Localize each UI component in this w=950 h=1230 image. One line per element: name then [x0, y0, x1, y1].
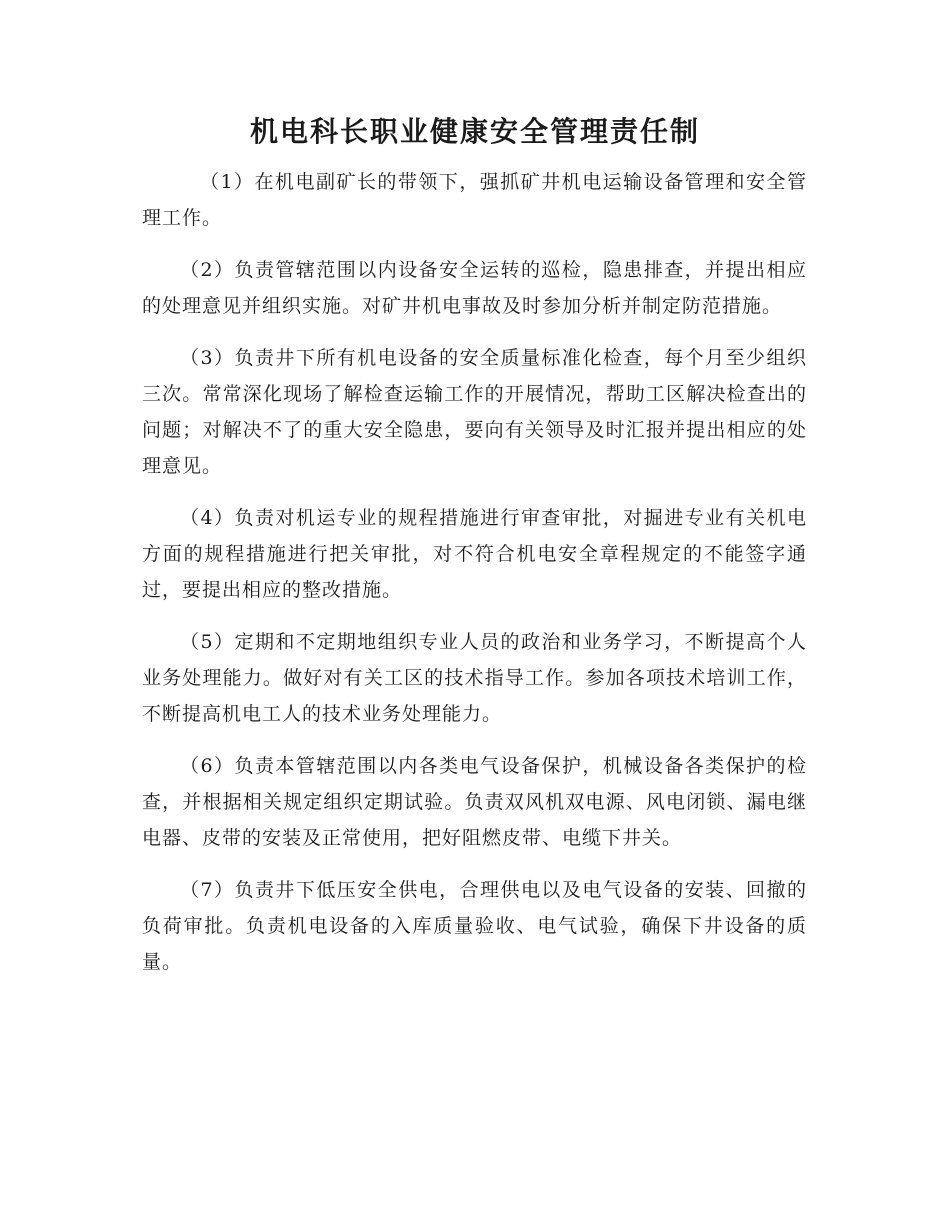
paragraph-text: 定期和不定期地组织专业人员的政治和业务学习，不断提高个人业务处理能力。做好对有关工区的技术指导工作。参加各项技术培训工作，不断提高机电工人的技术业务处理能力。 — [142, 631, 807, 725]
paragraph-number: （1） — [200, 171, 255, 193]
paragraph-6 — [142, 748, 807, 856]
document-body — [142, 164, 807, 996]
paragraph-text: 负责对机运专业的规程措施进行审查审批，对掘进专业有关机电方面的规程措施进行把关审批，对不符合机电安全章程规定的不能签字通过，要提出相应的整改措施。 — [142, 507, 807, 601]
paragraph-text: 负责井下所有机电设备的安全质量标准化检查，每个月至少组织三次。常常深化现场了解检查运输工作的开展情况，帮助工区解决检查出的问题；对解决不了的重大安全隐患，要向有关领导及时汇报并提出相应的处理意见。 — [142, 347, 807, 477]
paragraph-text: 负责管辖范围以内设备安全运转的巡检，隐患排查，并提出相应的处理意见并组织实施。对矿井机电事故及时参加分析并制定防范措施。 — [142, 259, 807, 317]
paragraph-number: （2） — [180, 259, 235, 281]
paragraph-text: 负责井下低压安全供电，合理供电以及电气设备的安装、回撤的负荷审批。负责机电设备的入库质量验收、电气试验，确保下井设备的质量。 — [142, 879, 807, 973]
paragraph-number: （7） — [180, 879, 235, 901]
paragraph-4 — [142, 500, 807, 608]
paragraph-3 — [142, 340, 807, 484]
paragraph-text: 负责本管辖范围以内各类电气设备保护，机械设备各类保护的检查，并根据相关规定组织定期试验。负责双风机双电源、风电闭锁、漏电继电器、皮带的安装及正常使用，把好阻燃皮带、电缆下井关。 — [142, 755, 807, 849]
paragraph-7 — [142, 872, 807, 980]
paragraph-number: （3） — [180, 347, 235, 369]
document-title: 机电科长职业健康安全管理责任制 — [249, 115, 700, 148]
paragraph-text: 在机电副矿长的带领下，强抓矿井机电运输设备管理和安全管理工作。 — [142, 171, 807, 229]
paragraph-number: （6） — [180, 755, 235, 777]
paragraph-1 — [142, 164, 807, 236]
paragraph-number: （5） — [180, 631, 235, 653]
paragraph-5 — [142, 624, 807, 732]
paragraph-2 — [142, 252, 807, 324]
paragraph-number: （4） — [180, 507, 235, 529]
